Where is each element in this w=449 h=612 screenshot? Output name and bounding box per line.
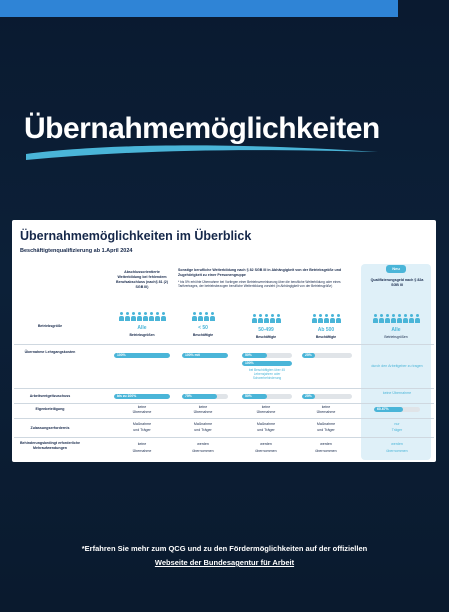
zulassung-c4a: Maßnahme <box>316 422 336 426</box>
bar-value: 25% <box>305 353 312 357</box>
person-icon <box>397 314 402 323</box>
bar-value: 100% <box>245 361 254 365</box>
person-icon <box>409 314 414 323</box>
lehrgang-note: bei Beschäftigten über 45 Lebensjahren oder Schwerbehinderung <box>248 368 286 380</box>
size-label: Alle <box>391 327 401 333</box>
eigen-c1b: Übernahme <box>132 410 152 414</box>
people-icon-group <box>238 314 294 323</box>
entgelt-bar-c2 <box>182 394 228 399</box>
person-icon <box>385 314 390 323</box>
lehrgang-bar-c3 <box>242 353 292 358</box>
lehrgang-bar-c1 <box>114 353 170 358</box>
title-swoosh-underline <box>24 144 380 160</box>
top-accent-bar <box>0 0 398 17</box>
row-divider <box>14 437 434 438</box>
zulassung-c4b: und Träger <box>317 428 335 432</box>
size-caption: Beschäftigte <box>315 335 337 339</box>
row-divider <box>14 418 434 419</box>
person-icon <box>403 314 408 323</box>
mehr-c3a: werden <box>260 442 272 446</box>
person-icon <box>324 314 329 323</box>
zulassung-c1a: Maßnahme <box>132 422 152 426</box>
person-icon <box>161 312 166 321</box>
lehrgang-c5: durch den Arbeitgeber zu tragen <box>371 364 423 368</box>
entgelt-bar-c1 <box>114 394 170 399</box>
eigen-c2b: Übernahme <box>193 410 213 414</box>
person-icon <box>143 312 148 321</box>
card-subtitle: Beschäftigtenqualifizierung ab 1.April 2024 <box>20 248 133 254</box>
lehrgang-bar-c2 <box>182 353 228 358</box>
person-icon <box>125 312 130 321</box>
size-label: Ab 500 <box>317 327 335 333</box>
person-icon <box>373 314 378 323</box>
person-icon <box>192 312 197 321</box>
footer-line-1: *Erfahren Sie mehr zum QCG und zu den Fördermöglichkeiten auf der offiziellen <box>81 544 368 553</box>
mehr-c2a: werden <box>197 442 209 446</box>
row-label-arbeitsentgelt: Arbeitsentgeltzuschuss <box>29 394 71 398</box>
mehr-c5a: werden <box>391 442 403 446</box>
entgelt-bar-c3 <box>242 394 292 399</box>
bar-value: 60-67% <box>377 407 389 411</box>
person-icon <box>252 314 257 323</box>
row-label-betriebsgroesse: Betriebsgröße <box>37 324 63 328</box>
person-icon <box>312 314 317 323</box>
size-caption: Betriebsgrößen <box>129 333 155 337</box>
mehr-c3b: übernommen <box>255 449 277 453</box>
slide-title: Übernahmemöglichkeiten <box>24 112 380 145</box>
size-caption: Betriebsgrößen <box>384 335 408 339</box>
column-header-note: * bis 5% erhöhte Übernahme bei Vorliegen einer Betriebsvereinbarung über die berufliche Weiterbildung oder eines Tarifvertrages, der betriebsbezogen berufliche Weiterbildung vorsieht (in Abhängigkeit von der Betriebsgröße) <box>178 280 341 289</box>
person-icon <box>330 314 335 323</box>
eigen-c4a: keine <box>321 405 331 409</box>
person-icon <box>379 314 384 323</box>
zulassung-c2a: Maßnahme <box>193 422 213 426</box>
bundesagentur-link[interactable]: Webseite der Bundesagentur für Arbeit <box>154 558 295 567</box>
people-icon-group <box>298 314 354 323</box>
bar-value: 25% <box>305 394 312 398</box>
zulassung-c1b: und Träger <box>133 428 151 432</box>
person-icon <box>204 312 209 321</box>
person-icon <box>155 312 160 321</box>
person-icon <box>270 314 275 323</box>
eigen-c2a: keine <box>198 405 208 409</box>
lehrgang-bar-c3b <box>242 361 292 366</box>
zulassung-c5a: nur <box>394 422 400 426</box>
size-label: < 50 <box>198 325 208 331</box>
person-icon <box>276 314 281 323</box>
new-badge: Neu <box>386 265 406 273</box>
person-icon <box>137 312 142 321</box>
column-header-sonstige: Sonstige berufliche Weiterbildung nach § 82 SGB III in Abhängigkeit von der Betriebsgröße und Zugehörigkeit zu einer Personengruppe <box>178 268 342 277</box>
person-icon <box>210 312 215 321</box>
row-label-zulassung: Zulassungserfordernis <box>30 426 70 430</box>
person-icon <box>415 314 420 323</box>
bar-value: 50% <box>245 394 252 398</box>
person-icon <box>336 314 341 323</box>
bar-value: bis zu 100% <box>117 394 137 398</box>
mehr-c1b: Übernahme <box>132 449 152 453</box>
bar-value: 75% <box>185 394 192 398</box>
row-divider <box>14 403 434 404</box>
person-icon <box>258 314 263 323</box>
person-icon <box>149 312 154 321</box>
row-divider <box>14 344 434 345</box>
eigen-bar-c5 <box>374 407 420 412</box>
person-icon <box>119 312 124 321</box>
size-label: 50-499 <box>258 327 274 333</box>
mehr-c4b: übernommen <box>315 449 337 453</box>
card-title: Übernahmemöglichkeiten im Überblick <box>20 229 252 243</box>
person-icon <box>198 312 203 321</box>
size-caption: Beschäftigte <box>192 333 214 337</box>
size-caption: Beschäftigte <box>255 335 277 339</box>
person-icon <box>264 314 269 323</box>
mehr-c4a: werden <box>320 442 332 446</box>
column-header-abschluss: Abschlussorientierte Weiterbildung bei fehlendem Berufsabschluss (nach§ 81 (2) SGB III) <box>116 270 168 289</box>
people-icon-group <box>364 314 428 323</box>
zulassung-c3b: und Träger <box>257 428 275 432</box>
people-icon-group <box>178 312 228 321</box>
row-divider <box>14 388 434 389</box>
column-header-qualifizierungsgeld: Qualifizierungsgeld nach § 82a SGB III <box>370 278 424 287</box>
mehr-c1a: keine <box>137 442 147 446</box>
zulassung-c2b: und Träger <box>194 428 212 432</box>
row-label-eigenbeteiligung: Eigenbeteiligung <box>35 407 65 411</box>
overview-table-card <box>12 220 436 462</box>
zulassung-c3a: Maßnahme <box>256 422 276 426</box>
person-icon <box>391 314 396 323</box>
footer-text <box>0 542 449 570</box>
person-icon <box>318 314 323 323</box>
row-label-lehrgangskosten: Übernahme Lehrgangskosten <box>24 350 76 354</box>
eigen-c3b: Übernahme <box>256 410 276 414</box>
mehr-c2b: übernommen <box>192 449 214 453</box>
person-icon <box>131 312 136 321</box>
people-icon-group <box>112 312 172 321</box>
bar-value: 100% <box>117 353 126 357</box>
eigen-c1a: keine <box>137 405 147 409</box>
size-label: Alle <box>137 325 147 331</box>
bar-value: 100% mit <box>185 353 200 357</box>
zulassung-c5b: Träger <box>391 428 403 432</box>
bar-value: 50% <box>245 353 252 357</box>
eigen-c4b: Übernahme <box>316 410 336 414</box>
row-label-mehraufwendungen: Behinderungsbedingt erforderliche Mehraufwendungen <box>19 441 81 450</box>
entgelt-bar-c4 <box>302 394 352 399</box>
eigen-c3a: keine <box>261 405 271 409</box>
mehr-c5b: übernommen <box>386 449 408 453</box>
entgelt-c5: keine Übernahme <box>382 391 412 395</box>
lehrgang-bar-c4 <box>302 353 352 358</box>
